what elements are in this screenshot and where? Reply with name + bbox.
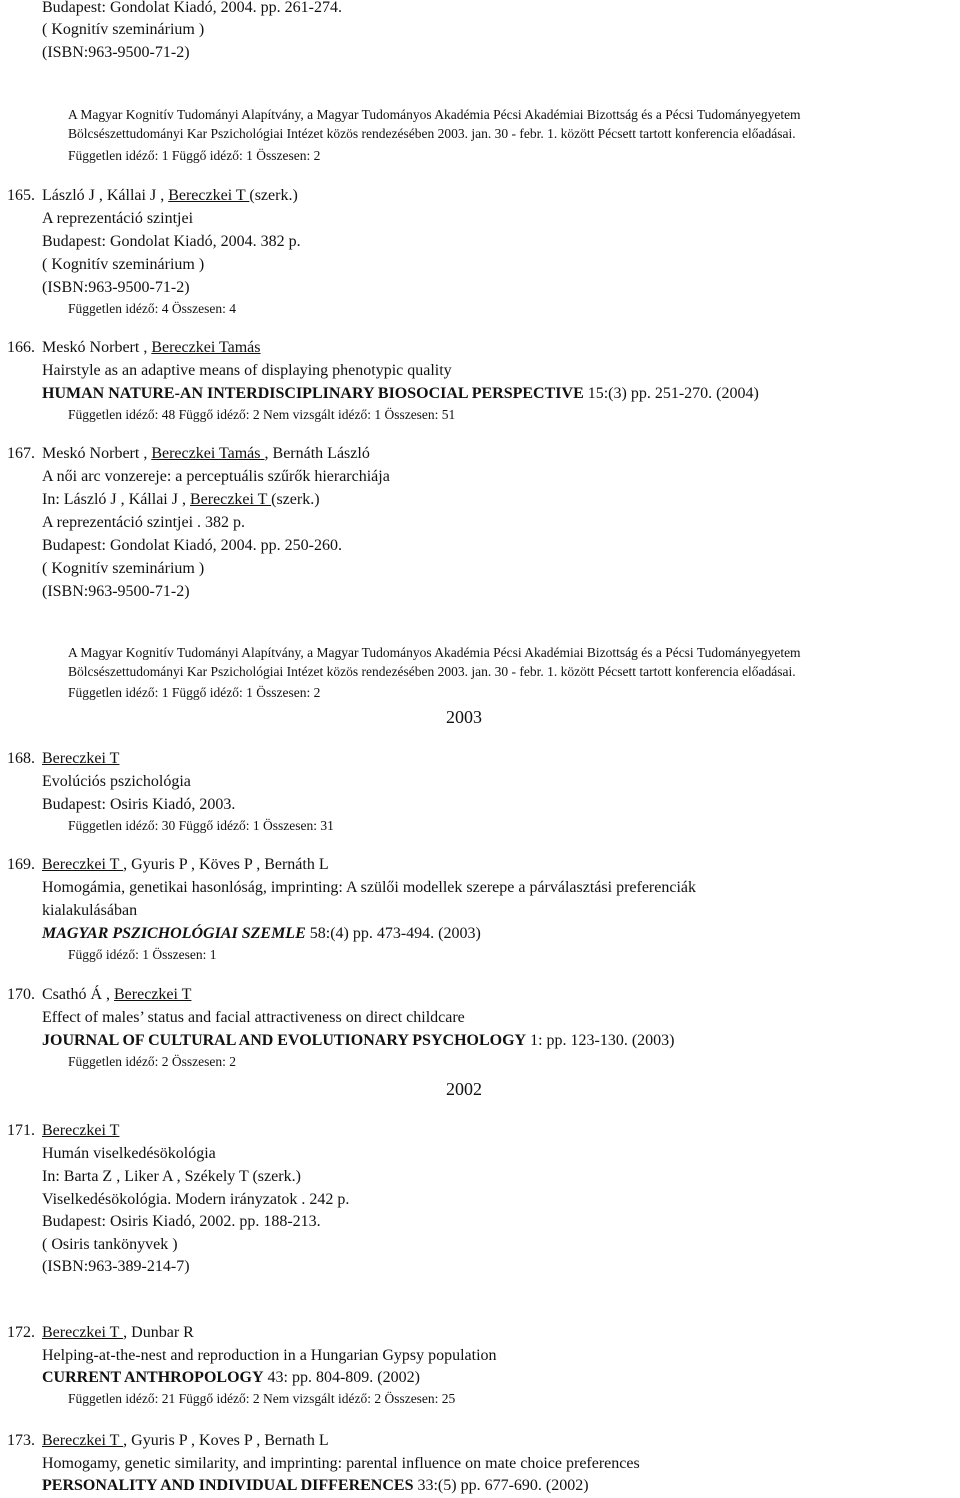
entry-authors [42, 857, 329, 873]
entry-journal-ref [42, 926, 481, 942]
entry-publisher: Budapest: Osiris Kiadó, 2002. pp. 188-213. [42, 1213, 321, 1230]
editor-tag: (szerk.) [271, 491, 320, 508]
entry-journal-ref [42, 1033, 675, 1049]
conference-note-line1: A Magyar Kognitív Tudományi Alapítvány, a Magyar Tudományos Akadémia Pécsi Akadémiai Bizottság és a Pécsi Tudományegyetem [68, 107, 801, 122]
highlighted-author: Bereczkei T [42, 750, 120, 767]
entry-isbn: (ISBN:963-389-214-7) [42, 1258, 190, 1275]
journal-name: MAGYAR PSZICHOLÓGIAI SZEMLE [42, 925, 306, 942]
entry-authors [42, 188, 298, 204]
conference-note-line2: Bölcsészettudományi Kar Pszichológiai Intézet közös rendezésében 2003. jan. 30 - febr. 1. között Pécsett tartott konferencia előadásai. [68, 664, 796, 679]
author-text: Meskó Norbert , [42, 339, 152, 356]
journal-name: CURRENT ANTHROPOLOGY [42, 1369, 264, 1386]
entry-number: 165. [7, 187, 35, 204]
journal-name: HUMAN NATURE-AN INTERDISCIPLINARY BIOSOCIAL PERSPECTIVE [42, 385, 584, 402]
citation-count: Független idéző: 4 Összesen: 4 [68, 301, 236, 316]
entry-title: Effect of males’ status and facial attractiveness on direct childcare [42, 1009, 465, 1026]
isbn-line: (ISBN:963-9500-71-2) [42, 44, 190, 61]
entry-series: ( Kognitív szeminárium ) [42, 256, 205, 273]
journal-ref: 33:(5) pp. 677-690. (2002) [413, 1477, 589, 1494]
citation-count: Független idéző: 30 Függő idéző: 1 Összesen: 31 [68, 818, 334, 833]
entry-title: A reprezentáció szintjei [42, 210, 194, 227]
entry-book: Viselkedésökológia. Modern irányzatok . 242 p. [42, 1191, 350, 1208]
entry-journal-ref [42, 386, 759, 402]
entry-publisher: Budapest: Gondolat Kiadó, 2004. 382 p. [42, 233, 301, 250]
author-text: , Gyuris P , Köves P , Bernáth L [123, 856, 329, 873]
entry-publisher: Budapest: Osiris Kiadó, 2003. [42, 796, 236, 813]
entry-number: 166. [7, 339, 35, 356]
entry-isbn: (ISBN:963-9500-71-2) [42, 279, 190, 296]
highlighted-author: Bereczkei Tamás [151, 445, 265, 462]
author-text: Meskó Norbert , [42, 445, 152, 462]
highlighted-author: Bereczkei T [168, 187, 250, 204]
author-text: , Dunbar R [123, 1324, 194, 1341]
entry-series: ( Kognitív szeminárium ) [42, 560, 205, 577]
entry-in-editors [42, 492, 320, 508]
author-text: Csathó Á , [42, 986, 114, 1003]
author-text: László J , Kállai J , [42, 187, 169, 204]
entry-series: ( Osiris tankönyvek ) [42, 1236, 178, 1253]
entry-journal-ref [42, 1370, 420, 1386]
entry-number: 169. [7, 856, 35, 873]
citation-count: Független idéző: 21 Függő idéző: 2 Nem vizsgált idéző: 2 Összesen: 25 [68, 1391, 456, 1406]
conference-note-line1: A Magyar Kognitív Tudományi Alapítvány, a Magyar Tudományos Akadémia Pécsi Akadémiai Bizottság és a Pécsi Tudományegyetem [68, 645, 801, 660]
entry-in-editors: In: Barta Z , Liker A , Székely T (szerk.) [42, 1168, 301, 1185]
citation-count: Független idéző: 1 Függő idéző: 1 Összesen: 2 [68, 685, 321, 700]
citation-count: Függő idéző: 1 Összesen: 1 [68, 947, 217, 962]
entry-authors [42, 446, 370, 462]
entry-number: 167. [7, 445, 35, 462]
entry-number: 173. [7, 1432, 35, 1449]
journal-ref: 15:(3) pp. 251-270. (2004) [583, 385, 759, 402]
entry-authors [42, 751, 119, 767]
entry-journal-ref [42, 1478, 589, 1494]
series-line: ( Kognitív szeminárium ) [42, 21, 205, 38]
entry-isbn: (ISBN:963-9500-71-2) [42, 583, 190, 600]
conference-note-line2: Bölcsészettudományi Kar Pszichológiai Intézet közös rendezésében 2003. jan. 30 - febr. 1. között Pécsett tartott konferencia előadásai. [68, 126, 796, 141]
entry-authors [42, 340, 261, 356]
entry-book: A reprezentáció szintjei . 382 p. [42, 514, 246, 531]
citation-count: Független idéző: 1 Függő idéző: 1 Összesen: 2 [68, 148, 321, 163]
entry-title: Helping-at-the-nest and reproduction in a Hungarian Gypsy population [42, 1347, 497, 1364]
journal-ref: 1: pp. 123-130. (2003) [526, 1032, 675, 1049]
entry-title: Hairstyle as an adaptive means of displaying phenotypic quality [42, 362, 452, 379]
journal-ref: 43: pp. 804-809. (2002) [263, 1369, 420, 1386]
author-text: , Gyuris P , Koves P , Bernath L [123, 1432, 329, 1449]
author-text: In: László J , Kállai J , [42, 491, 190, 508]
journal-name: PERSONALITY AND INDIVIDUAL DIFFERENCES [42, 1477, 414, 1494]
journal-name: JOURNAL OF CULTURAL AND EVOLUTIONARY PSYCHOLOGY [42, 1032, 527, 1049]
year-heading: 2003 [446, 707, 482, 727]
entry-authors [42, 987, 191, 1003]
highlighted-author: Bereczkei T [42, 1324, 124, 1341]
entry-title: Homogamy, genetic similarity, and imprinting: parental influence on mate choice preferences [42, 1455, 640, 1472]
entry-number: 172. [7, 1324, 35, 1341]
entry-title: Evolúciós pszichológia [42, 773, 191, 790]
entry-authors [42, 1325, 194, 1341]
author-text: , Bernáth László [264, 445, 370, 462]
entry-title-cont: kialakulásában [42, 902, 138, 919]
entry-title: A női arc vonzereje: a perceptuális szűrők hierarchiája [42, 468, 390, 485]
entry-authors [42, 1433, 329, 1449]
highlighted-author: Bereczkei T [42, 1432, 124, 1449]
entry-number: 170. [7, 986, 35, 1003]
editor-tag: (szerk.) [249, 187, 298, 204]
entry-publisher: Budapest: Gondolat Kiadó, 2004. pp. 250-260. [42, 537, 342, 554]
citation-count: Független idéző: 48 Függő idéző: 2 Nem vizsgált idéző: 1 Összesen: 51 [68, 407, 456, 422]
year-heading: 2002 [446, 1079, 482, 1099]
highlighted-author: Bereczkei T [42, 856, 124, 873]
highlighted-author: Bereczkei Tamás [151, 339, 261, 356]
entry-number: 168. [7, 750, 35, 767]
highlighted-author: Bereczkei T [189, 491, 272, 508]
entry-title: Homogámia, genetikai hasonlóság, imprinting: A szülői modellek szerepe a párválasztási preferenciák [42, 879, 697, 896]
citation-count: Független idéző: 2 Összesen: 2 [68, 1054, 236, 1069]
highlighted-author: Bereczkei T [114, 986, 192, 1003]
entry-authors [42, 1123, 119, 1139]
pub-line: Budapest: Gondolat Kiadó, 2004. pp. 261-274. [42, 0, 342, 16]
highlighted-author: Bereczkei T [42, 1122, 120, 1139]
journal-ref: 58:(4) pp. 473-494. (2003) [305, 925, 481, 942]
entry-number: 171. [7, 1122, 35, 1139]
entry-title: Humán viselkedésökológia [42, 1145, 216, 1162]
